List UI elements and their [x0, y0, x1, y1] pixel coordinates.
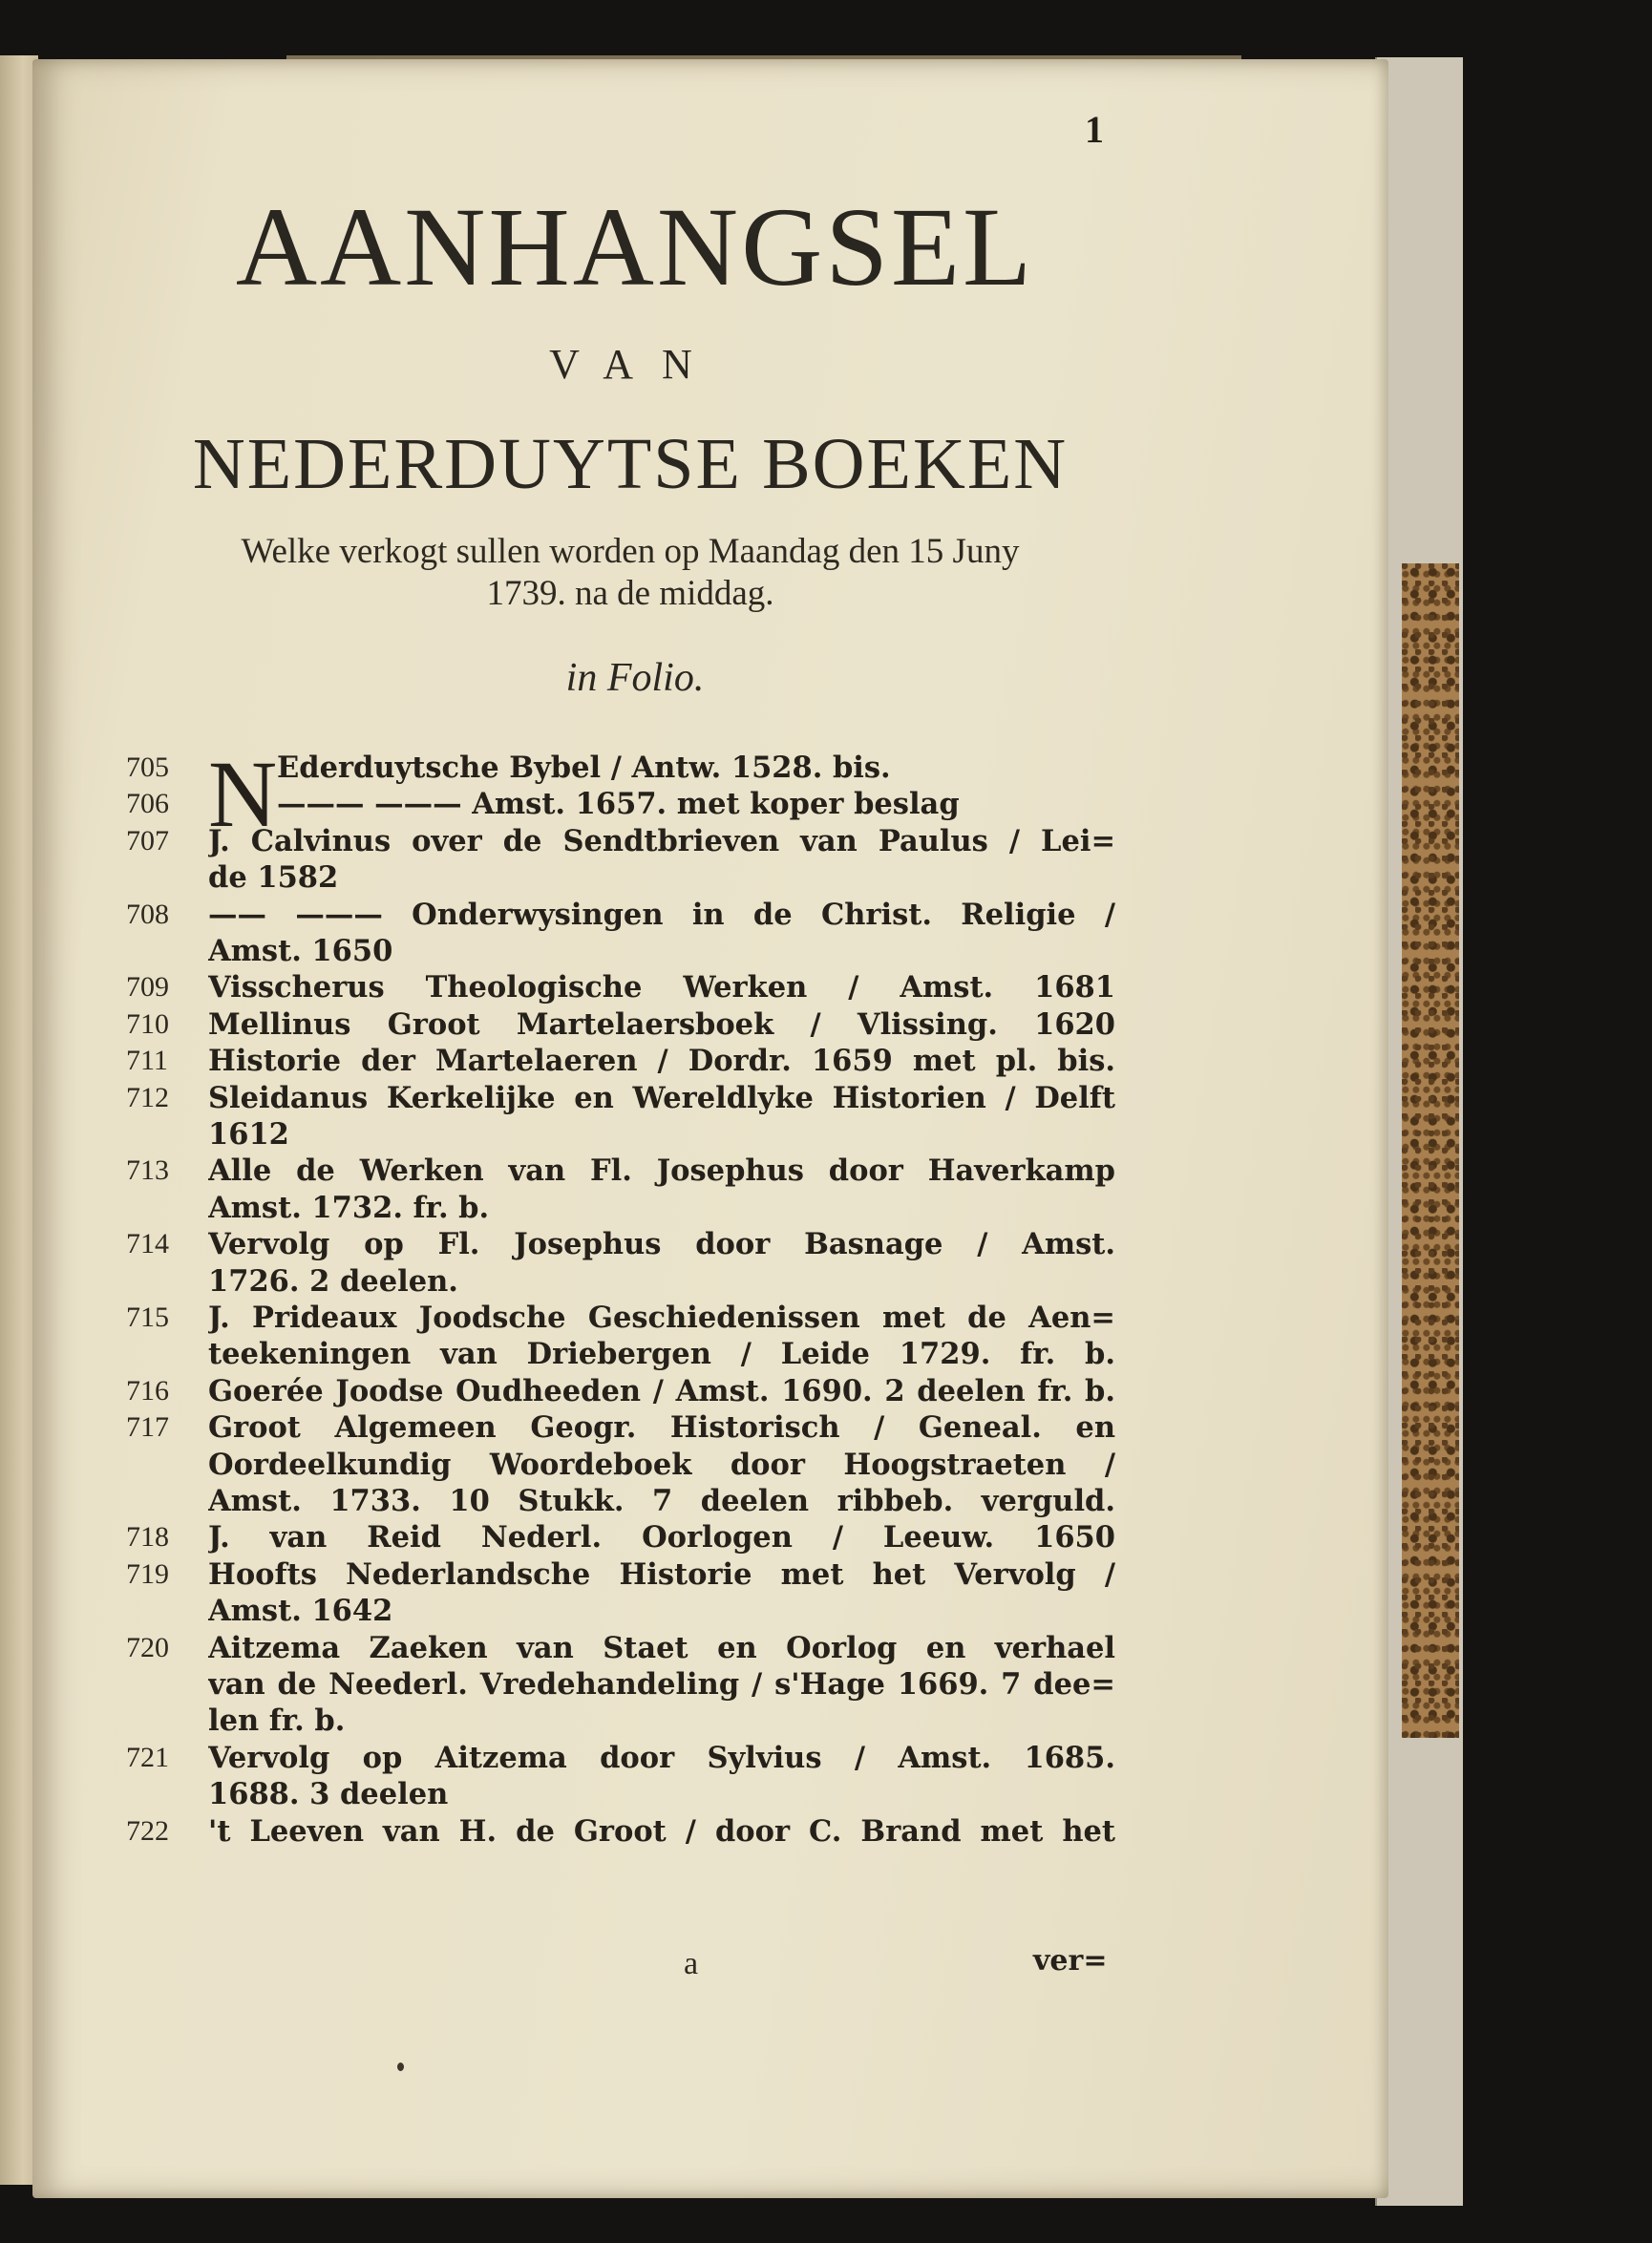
entry-line: Vervolg op Fl. Josephus door Basnage / Amst.	[208, 1227, 1115, 1262]
entry-line: J. Calvinus over de Sendtbrieven van Paulus / Lei=	[208, 823, 1115, 858]
entry-line: van de Neederl. Vredehandeling / s'Hage 1669. 7 dee=	[208, 1667, 1115, 1702]
entry-number: 720	[126, 1631, 169, 1663]
entry-line: J. van Reid Nederl. Oorlogen / Leeuw. 1650	[208, 1520, 1115, 1555]
entry-number: 718	[126, 1521, 169, 1554]
entry-line: Amst. 1732. fr. b.	[208, 1190, 490, 1225]
entry-line: Amst. 1642	[208, 1594, 393, 1629]
entry-line: Goerée Joodse Oudheeden / Amst. 1690. 2 deelen fr. b.	[208, 1373, 1115, 1408]
entry-number: 707	[126, 824, 169, 857]
entry-line: Groot Algemeen Geogr. Historisch / Geneal. en	[208, 1410, 1115, 1446]
entry-number: 705	[126, 751, 169, 783]
page-number: 1	[1085, 108, 1104, 151]
entry-number: 711	[126, 1045, 168, 1077]
entry-line: Hoofts Nederlandsche Historie met het Vervolg /	[208, 1556, 1115, 1592]
entry-number: 706	[126, 788, 169, 820]
entry-line: Historie der Martelaeren / Dordr. 1659 met pl. bis.	[208, 1044, 1115, 1079]
entry-line: Alle de Werken van Fl. Josephus door Haverkamp	[208, 1153, 1115, 1189]
entry-number: 708	[126, 898, 169, 930]
entry-line: Ederduytsche Bybel / Antw. 1528. bis.	[277, 751, 891, 785]
entry-line: Amst. 1733. 10 Stukk. 7 deelen ribbeb. verguld.	[208, 1484, 1115, 1518]
entry-line: ——— ——— Amst. 1657. met koper beslag	[277, 787, 960, 822]
entry-line: Oordeelkundig Woordeboek door Hoogstraeten /	[208, 1447, 1115, 1482]
entry-number: 709	[126, 971, 169, 1004]
entry-line: teekeningen van Driebergen / Leide 1729. fr. b.	[208, 1337, 1115, 1372]
entry-line: Sleidanus Kerkelijke en Wereldlyke Historien / Delft	[208, 1080, 1115, 1115]
page-title: AANHANGSEL	[235, 184, 1035, 309]
entry-number: 717	[126, 1411, 169, 1444]
entry-number: 722	[126, 1814, 169, 1847]
entry-line: 't Leeven van H. de Groot / door C. Brand met het	[208, 1813, 1115, 1849]
entry-number: 710	[126, 1007, 169, 1040]
entry-line: 1726. 2 deelen.	[208, 1263, 458, 1299]
entry-line: de 1582	[208, 860, 339, 896]
entry-line: 1612	[208, 1117, 289, 1152]
entry-line: len fr. b.	[208, 1703, 346, 1739]
entry-line: Vervolg op Aitzema door Sylvius / Amst. 1685.	[208, 1740, 1115, 1775]
entry-line: Visscherus Theologische Werken / Amst. 1681	[208, 970, 1115, 1005]
signature-mark: a	[684, 1946, 699, 1981]
entry-number: 715	[126, 1301, 169, 1333]
ink-dot	[397, 2063, 404, 2071]
title-van: VAN	[549, 341, 721, 388]
entry-line: 1688. 3 deelen	[208, 1777, 449, 1812]
sale-date-line-2: 1739. na de middag.	[486, 574, 774, 613]
marbled-endpaper	[1402, 563, 1459, 1738]
page-subtitle: NEDERDUYTSE BOEKEN	[192, 424, 1069, 504]
drop-cap: N	[208, 741, 278, 847]
section-heading: in Folio.	[565, 656, 705, 700]
entry-line: J. Prideaux Joodsche Geschiedenissen met de Aen=	[208, 1301, 1115, 1335]
entry-number: 721	[126, 1741, 169, 1773]
entry-line: Aitzema Zaeken van Staet en Oorlog en verhael	[208, 1630, 1115, 1665]
entry-number: 716	[126, 1374, 169, 1407]
entry-line: Mellinus Groot Martelaersboek / Vlissing. 1620	[208, 1006, 1115, 1042]
entry-line: Amst. 1650	[208, 934, 393, 968]
entry-number: 719	[126, 1557, 169, 1590]
entry-number: 714	[126, 1228, 169, 1260]
entry-line: —— ——— Onderwysingen in de Christ. Religie /	[208, 897, 1115, 932]
catchword: ver=	[1033, 1944, 1108, 1978]
entry-number: 713	[126, 1154, 169, 1187]
sale-date-line-1: Welke verkogt sullen worden op Maandag den 15 Juny	[241, 532, 1020, 571]
entry-number: 712	[126, 1081, 169, 1113]
